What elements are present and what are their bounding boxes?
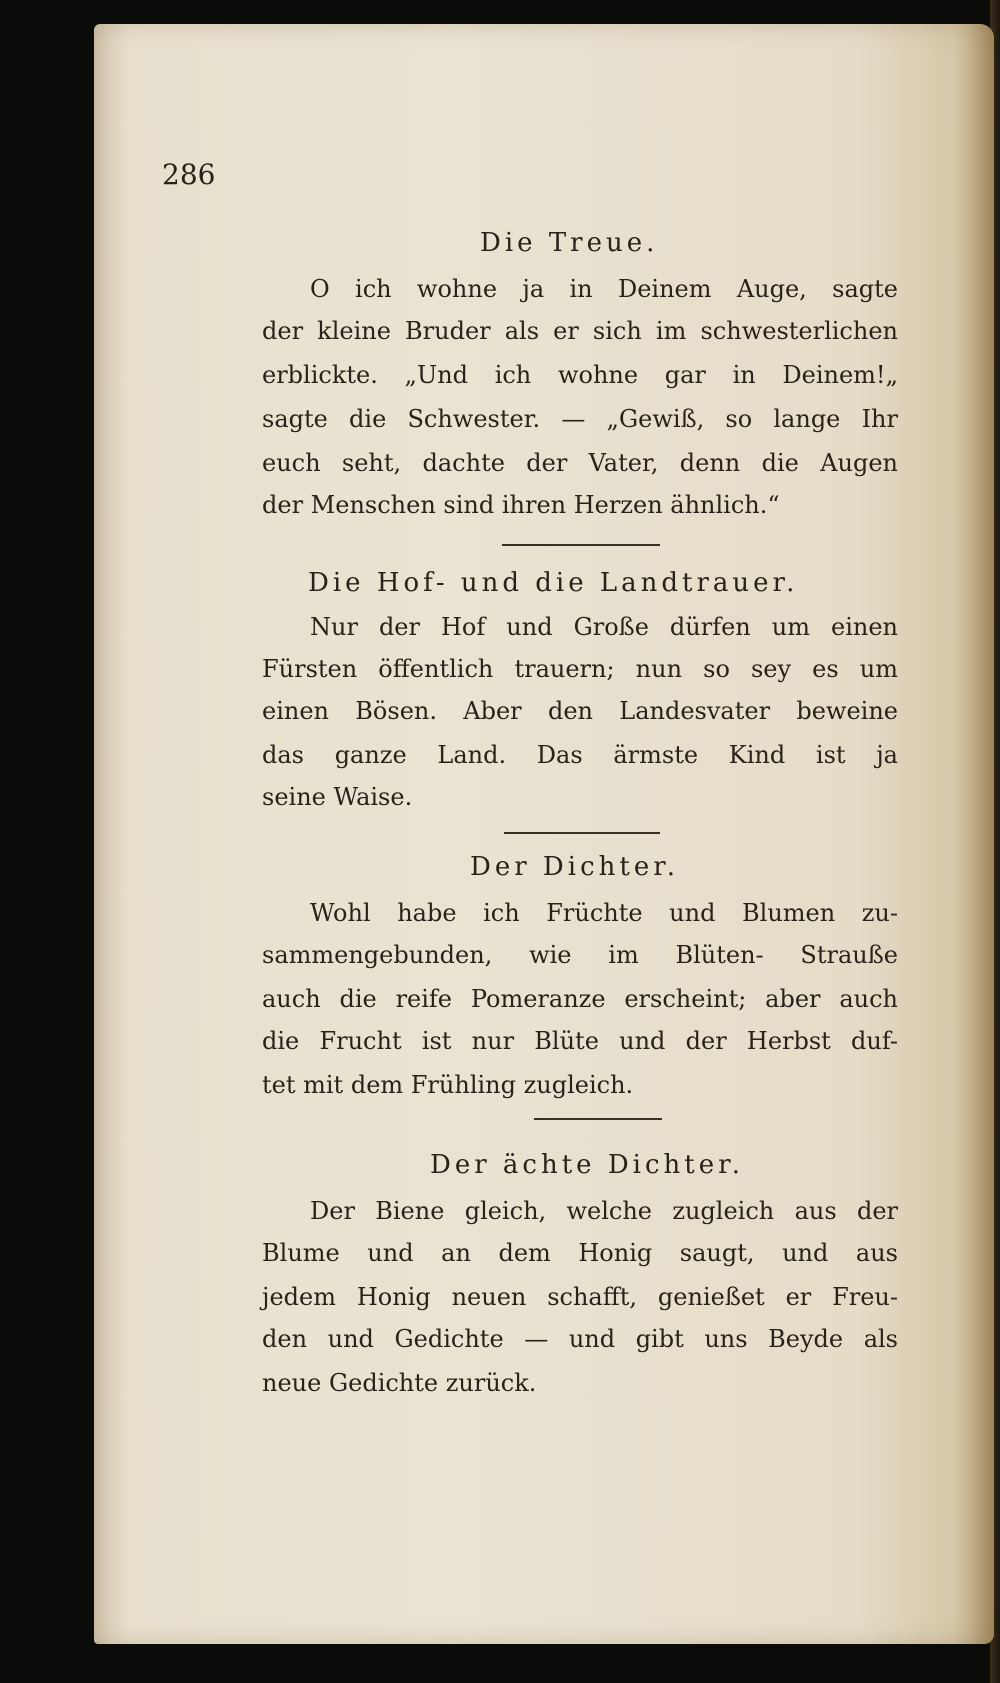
text-line: die Frucht ist nur Blüte und der Herbst duf-	[262, 1027, 898, 1055]
page-number: 286	[162, 158, 216, 191]
text-line: O ich wohne ja in Deinem Auge, sagte	[310, 275, 898, 303]
text-line: seine Waise.	[262, 783, 413, 811]
text-line: sammengebunden, wie im Blüten- Strauße	[262, 941, 898, 969]
text-line: Fürsten öffentlich trauern; nun so sey es um	[262, 655, 898, 683]
text-line: den und Gedichte — und gibt uns Beyde als	[262, 1325, 898, 1353]
paper-page	[94, 24, 994, 1644]
text-line: der Menschen sind ihren Herzen ähnlich.“	[262, 491, 780, 519]
text-line: einen Bösen. Aber den Landesvater beweine	[262, 697, 898, 725]
section-title-der-aechte-dichter: Der ächte Dichter.	[430, 1150, 744, 1180]
section-divider	[502, 544, 660, 546]
text-line: tet mit dem Frühling zugleich.	[262, 1071, 634, 1099]
section-divider	[504, 832, 660, 834]
text-line: Der Biene gleich, welche zugleich aus der	[310, 1197, 898, 1225]
text-line: der kleine Bruder als er sich im schwesterlichen	[262, 317, 898, 345]
section-title-der-dichter: Der Dichter.	[470, 852, 680, 882]
text-line: euch seht, dachte der Vater, denn die Augen	[262, 449, 898, 477]
text-line: auch die reife Pomeranze erscheint; aber auch	[262, 985, 898, 1013]
text-line: erblickte. „Und ich wohne gar in Deinem!„	[262, 361, 898, 389]
section-title-die-treue: Die Treue.	[480, 228, 659, 258]
section-title-landtrauer: Die Hof- und die Landtrauer.	[308, 568, 799, 598]
section-divider	[534, 1118, 662, 1120]
text-line: sagte die Schwester. — „Gewiß, so lange Ihr	[262, 405, 898, 433]
text-line: das ganze Land. Das ärmste Kind ist ja	[262, 741, 898, 769]
text-line: Wohl habe ich Früchte und Blumen zu-	[310, 899, 898, 927]
text-line: Nur der Hof und Große dürfen um einen	[310, 613, 898, 641]
text-line: neue Gedichte zurück.	[262, 1369, 537, 1397]
text-line: jedem Honig neuen schafft, genießet er Freu-	[262, 1283, 898, 1311]
text-line: Blume und an dem Honig saugt, und aus	[262, 1239, 898, 1267]
